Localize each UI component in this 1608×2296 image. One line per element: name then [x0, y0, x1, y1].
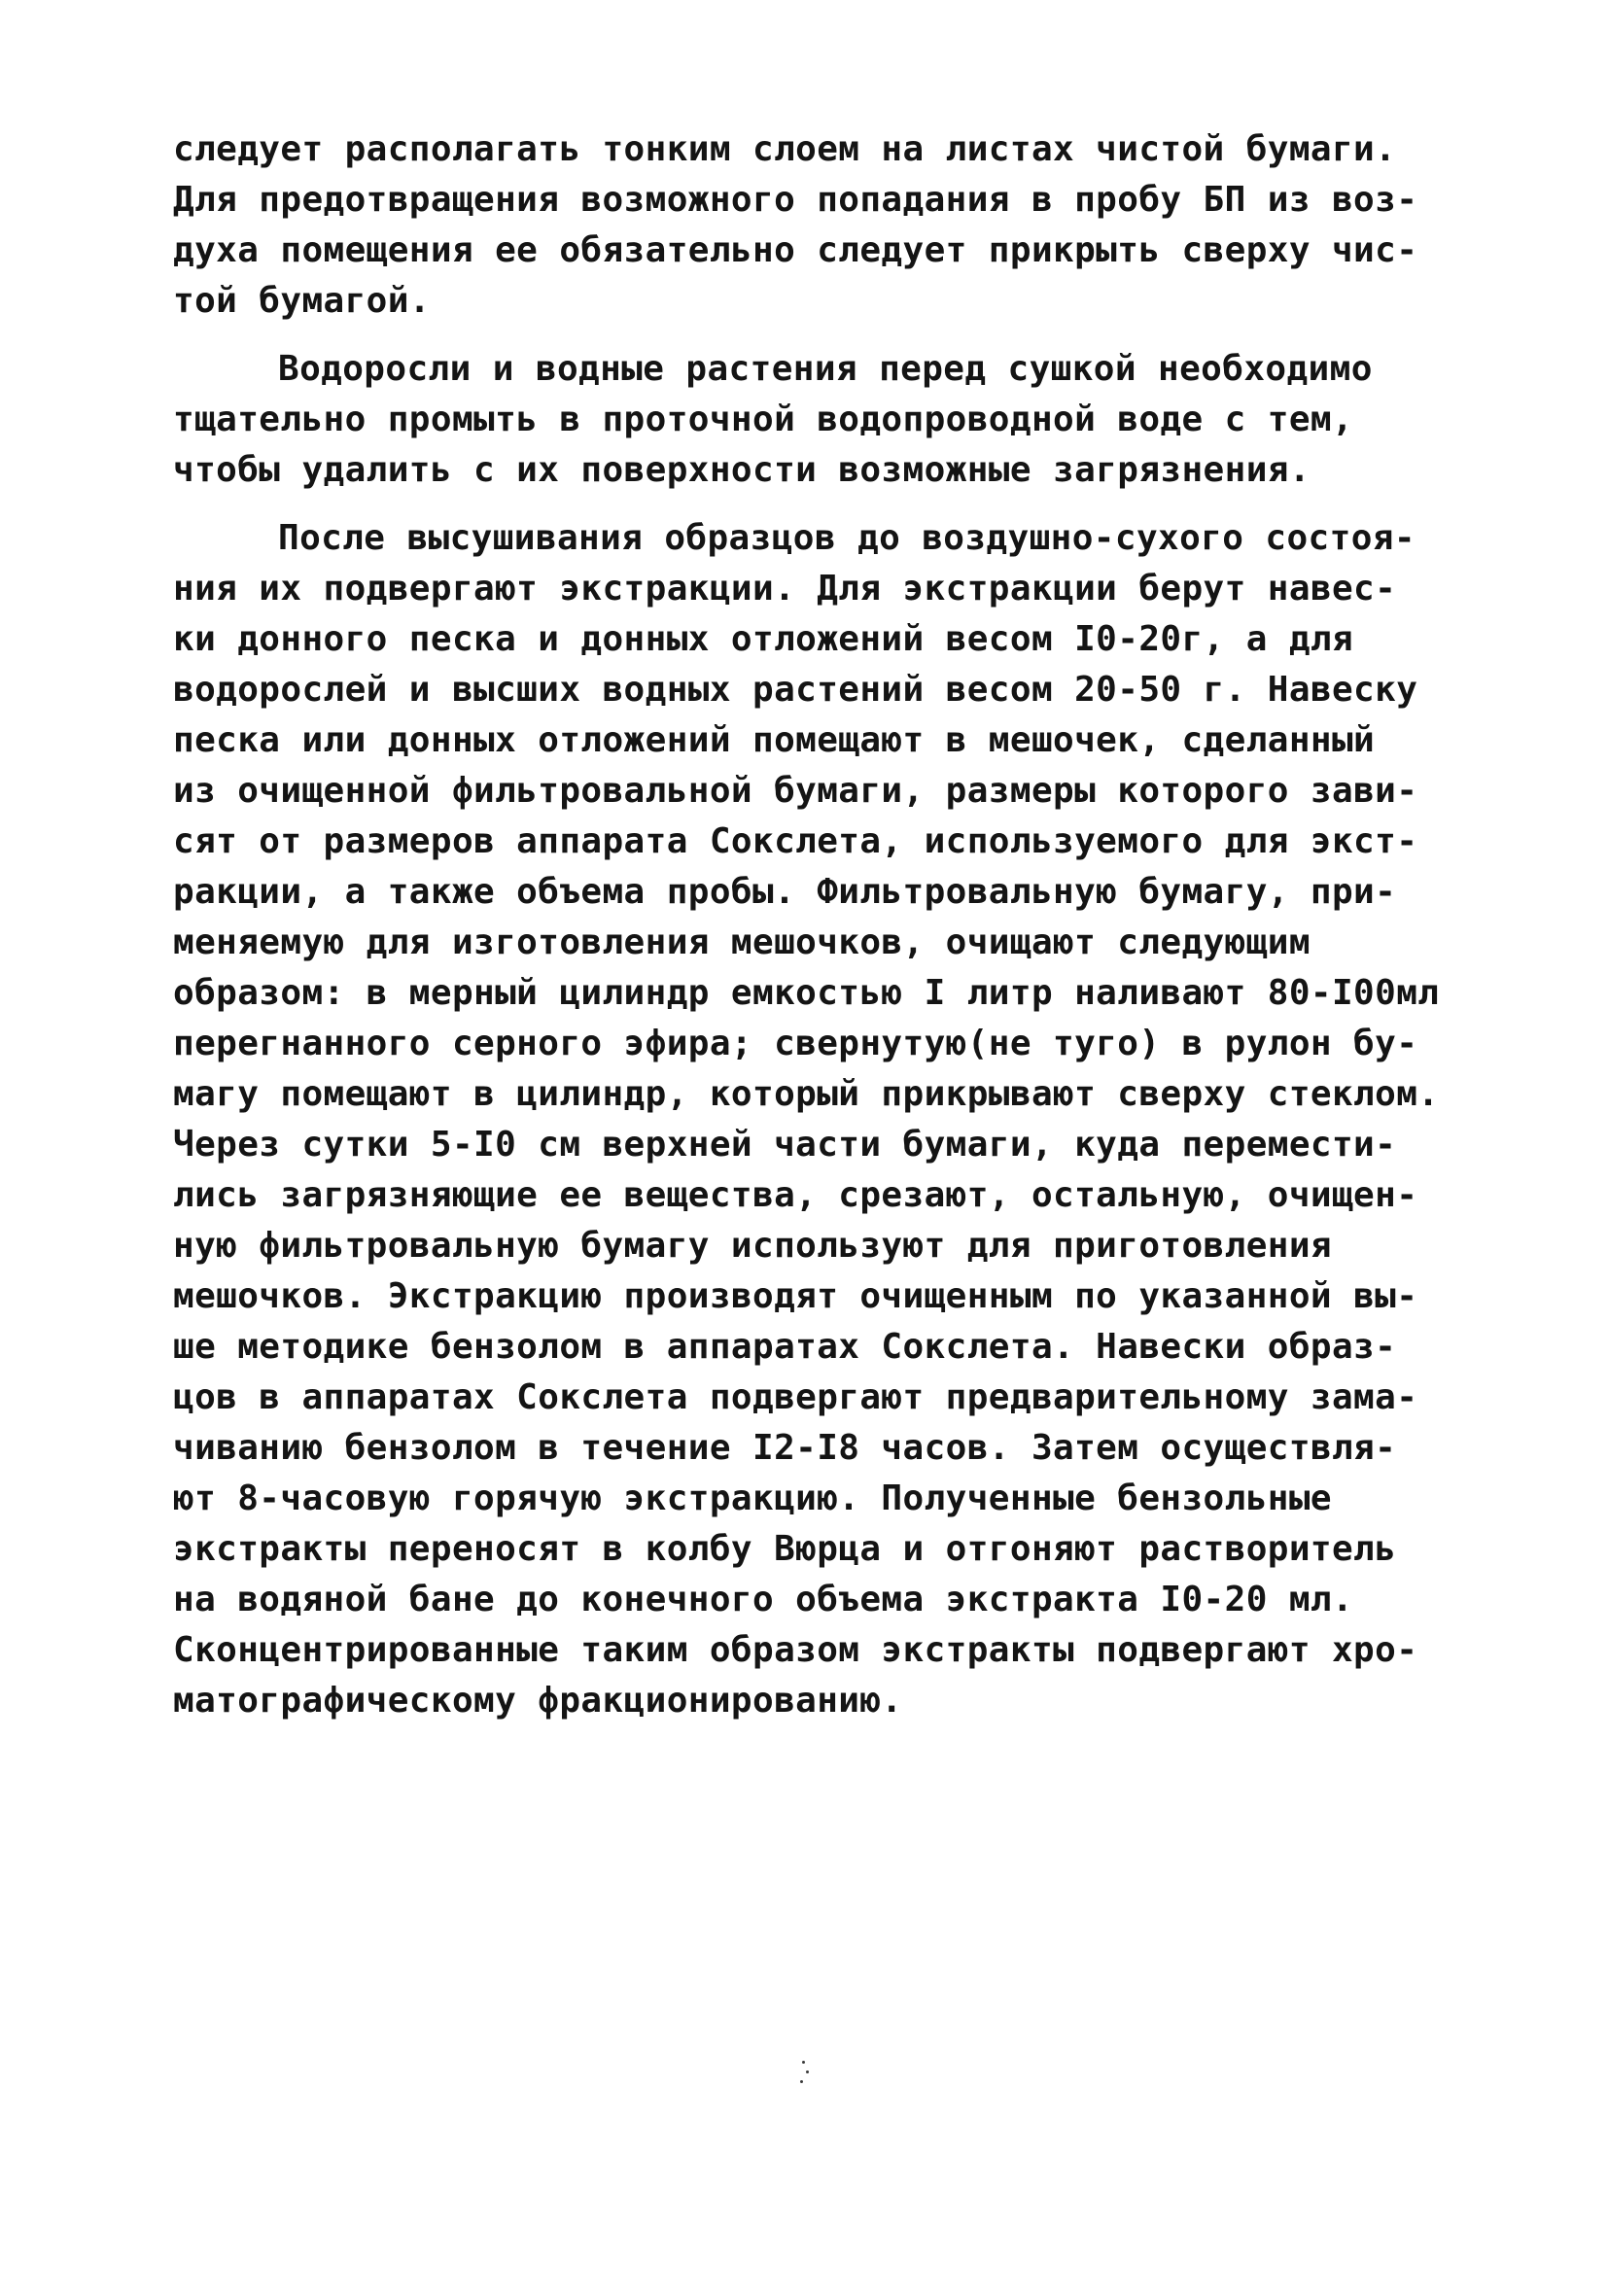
- text-line: меняемую для изготовления мешочков, очищают следующим: [173, 922, 1311, 962]
- text-line: чиванию бензолом в течение I2-I8 часов. Затем осуществля-: [173, 1428, 1397, 1468]
- text-line: цов в аппаратах Сокслета подвергают предварительному зама-: [173, 1377, 1418, 1417]
- text-line: тщательно промыть в проточной водопроводной воде с тем,: [173, 400, 1354, 439]
- text-line: водорослей и высших водных растений весом 20-50 г. Навеску: [173, 670, 1418, 710]
- text-line: из очищенной фильтровальной бумаги, размеры которого зави-: [173, 771, 1418, 811]
- text-line: Водоросли и водные растения перед сушкой необходимо: [278, 349, 1373, 389]
- text-line: ки донного песка и донных отложений весом I0-20г, а для: [173, 619, 1354, 659]
- text-line: магу помещают в цилиндр, который прикрывают сверху стеклом.: [173, 1074, 1440, 1114]
- text-line: духа помещения ее обязательно следует прикрыть сверху чис-: [173, 230, 1418, 270]
- text-line: ную фильтровальную бумагу используют для приготовления: [173, 1226, 1332, 1266]
- text-line: следует располагать тонким слоем на листах чистой бумаги.: [173, 129, 1397, 169]
- text-line: перегнанного серного эфира; свернутую(не туго) в рулон бу-: [173, 1024, 1418, 1063]
- text-line: на водяной бане до конечного объема экстракта I0-20 мл.: [173, 1580, 1354, 1619]
- text-line: песка или донных отложений помещают в мешочек, сделанный: [173, 720, 1376, 760]
- text-line: Через сутки 5-I0 см верхней части бумаги, куда перемести-: [173, 1125, 1397, 1165]
- text-line: сят от размеров аппарата Сокслета, используемого для экст-: [173, 821, 1418, 861]
- text-line: матографическому фракционированию.: [173, 1681, 903, 1721]
- text-line: чтобы удалить с их поверхности возможные загрязнения.: [173, 450, 1311, 490]
- text-line: ракции, а также объема пробы. Фильтровальную бумагу, при-: [173, 872, 1397, 912]
- text-line: ния их подвергают экстракции. Для экстракции берут навес-: [173, 569, 1397, 609]
- text-line: После высушивания образцов до воздушно-сухого состоя-: [278, 518, 1416, 558]
- text-line: Сконцентрированные таким образом экстракты подвергают хро-: [173, 1630, 1418, 1670]
- text-line: той бумагой.: [173, 281, 431, 321]
- text-line: образом: в мерный цилиндр емкостью I литр наливают 80-I00мл: [173, 973, 1440, 1013]
- text-line: ют 8-часовую горячую экстракцию. Полученные бензольные: [173, 1478, 1332, 1518]
- text-line: мешочков. Экстракцию производят очищенным по указанной вы-: [173, 1276, 1418, 1316]
- scan-speck-mark: [797, 2059, 811, 2094]
- text-line: ше методике бензолом в аппаратах Сокслета. Навески образ-: [173, 1327, 1397, 1367]
- text-line: Для предотвращения возможного попадания в пробу БП из воз-: [173, 180, 1418, 220]
- text-line: экстракты переносят в колбу Вюрца и отгоняют растворитель: [173, 1529, 1397, 1569]
- text-line: лись загрязняющие ее вещества, срезают, остальную, очищен-: [173, 1175, 1418, 1215]
